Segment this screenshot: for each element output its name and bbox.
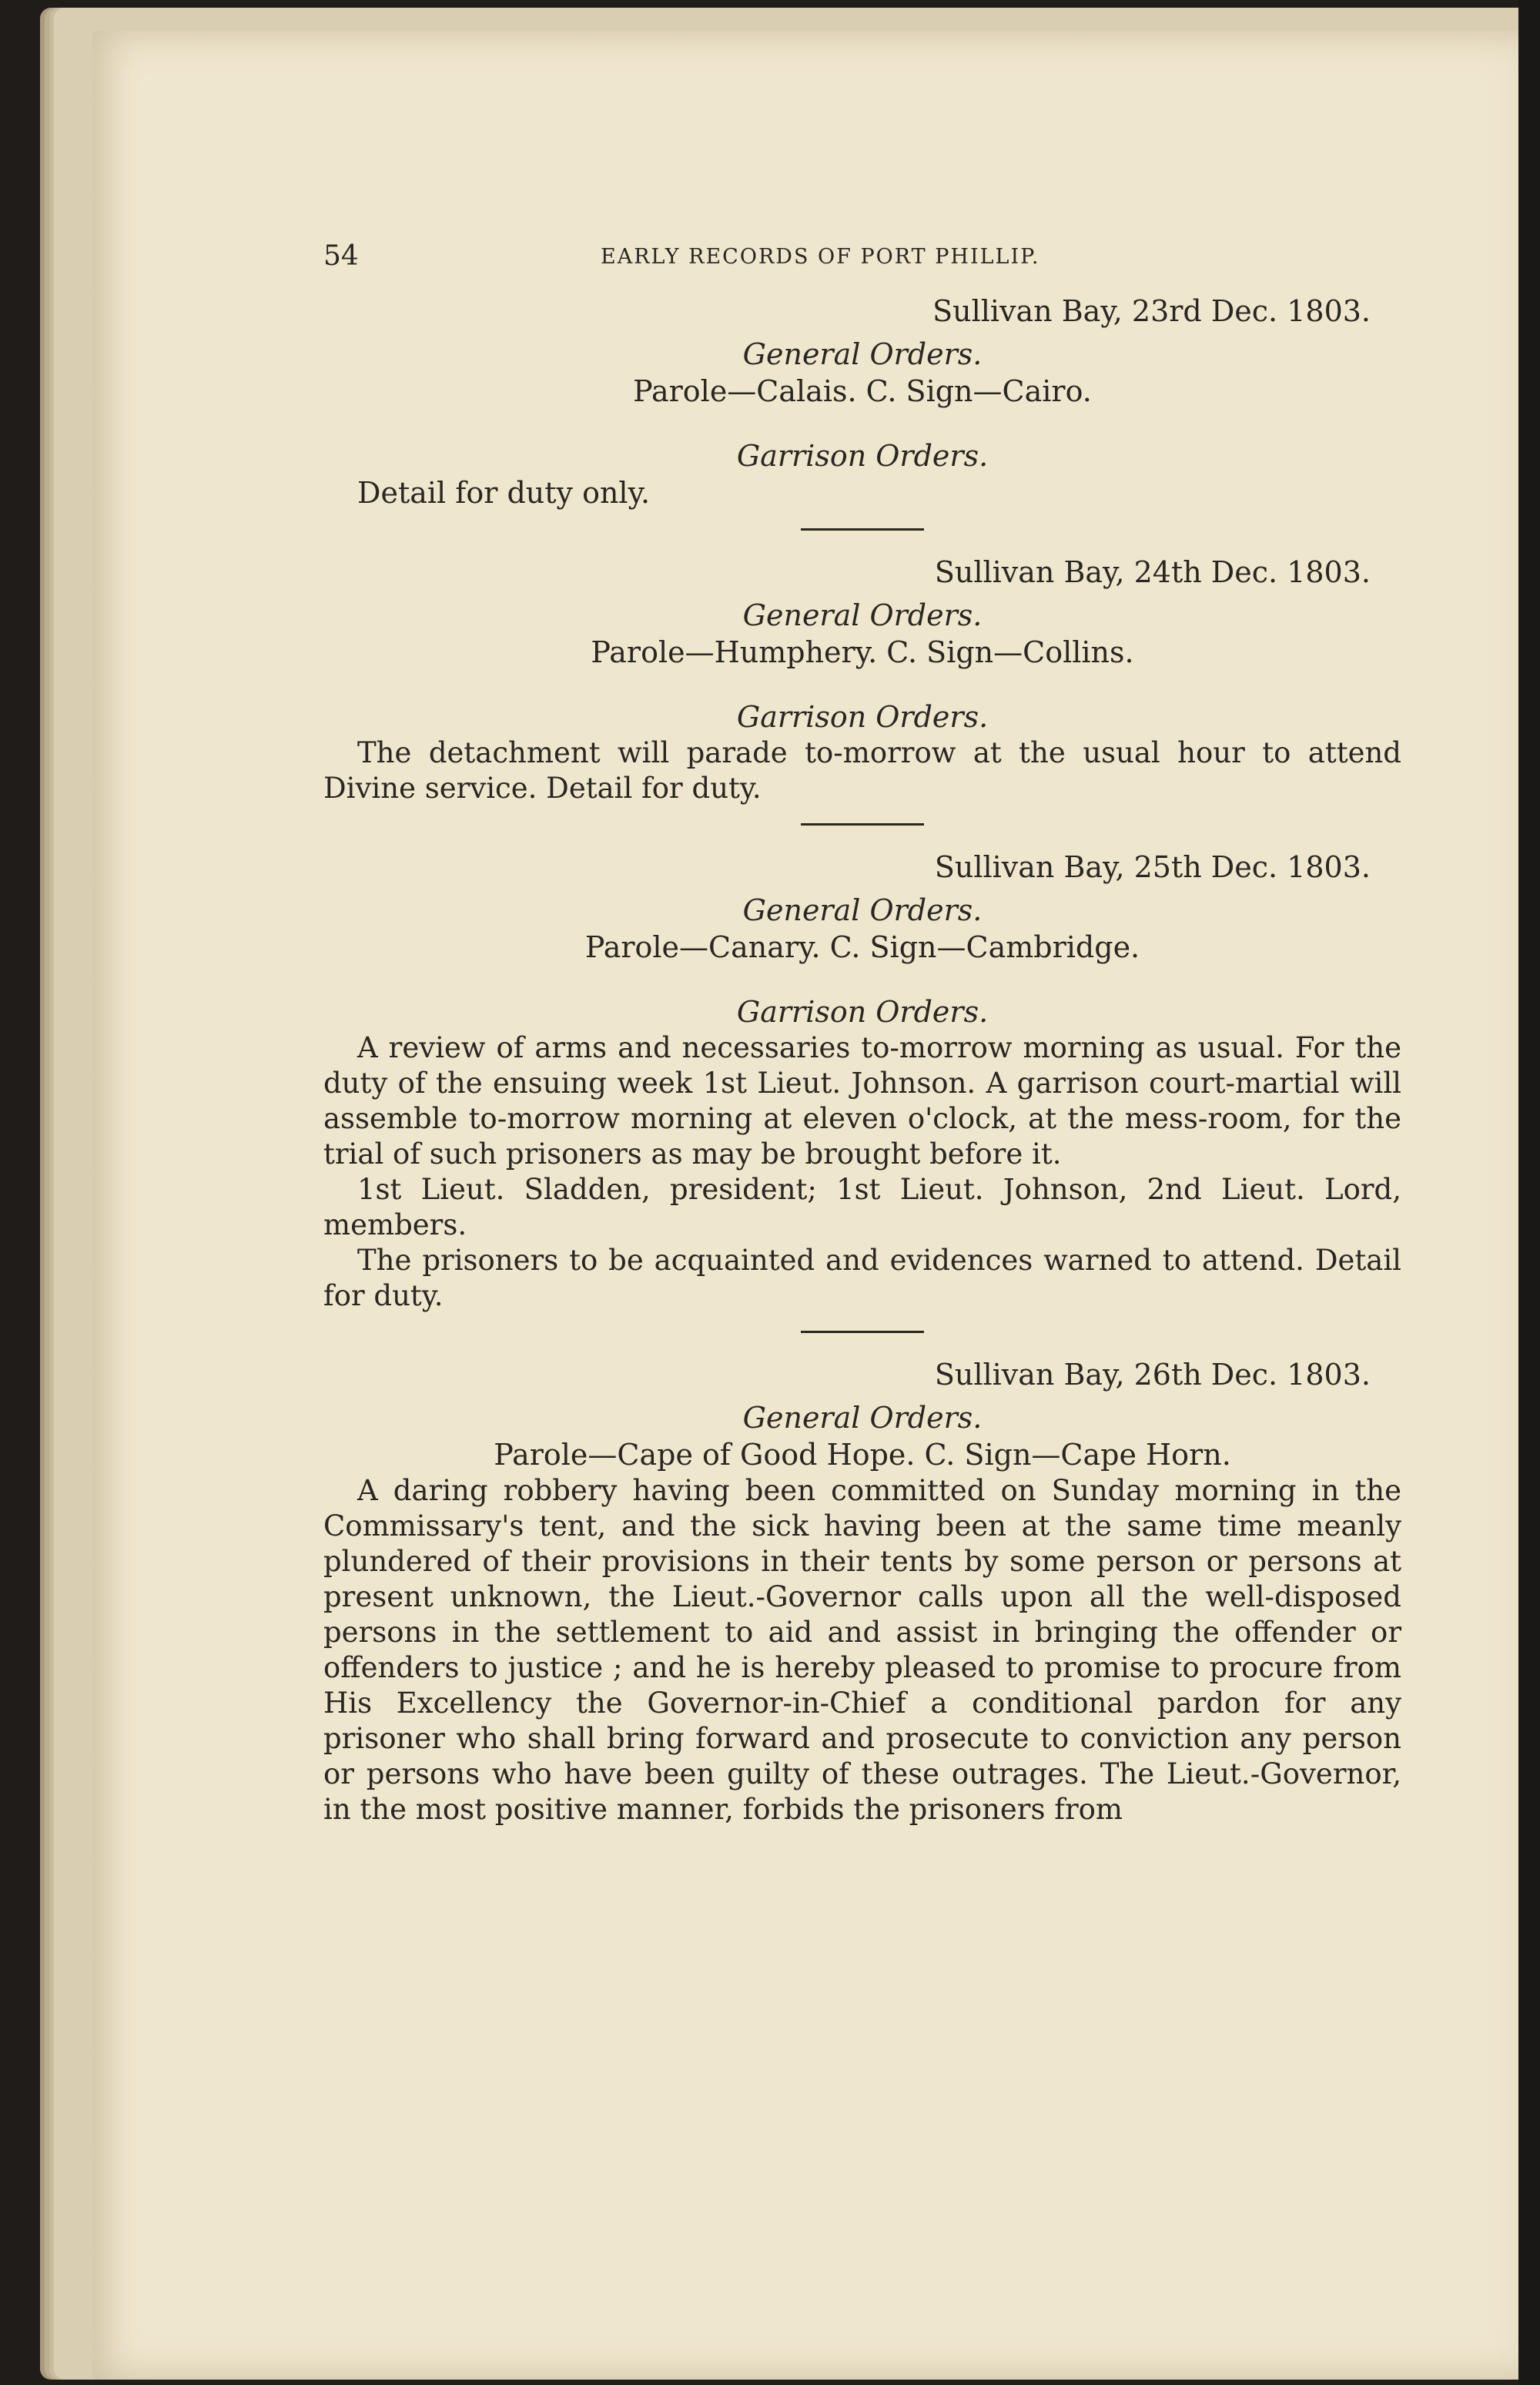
garrison-orders-heading: Garrison Orders. <box>736 439 989 473</box>
dateline: Sullivan Bay, 23rd Dec. 1803. <box>932 294 1371 328</box>
entry-24th-dec <box>323 554 1401 806</box>
parole-line: Parole—Cape of Good Hope. C. Sign—Cape Horn. <box>494 1438 1231 1472</box>
dateline: Sullivan Bay, 26th Dec. 1803. <box>934 1358 1371 1392</box>
section-divider <box>801 528 924 531</box>
scan-border <box>1518 0 1540 2385</box>
paragraph: 1st Lieut. Sladden, president; 1st Lieut. Johnson, 2nd Lieut. Lord, members. <box>323 1173 1401 1241</box>
entry-23rd-dec <box>323 293 1401 511</box>
entry-25th-dec <box>323 849 1401 1314</box>
dateline: Sullivan Bay, 25th Dec. 1803. <box>934 850 1371 884</box>
paragraph: Detail for duty only. <box>357 476 651 510</box>
running-head <box>323 223 1401 270</box>
parole-line: Parole—Calais. C. Sign—Cairo. <box>633 374 1092 408</box>
parole-line: Parole—Canary. C. Sign—Cambridge. <box>584 930 1140 964</box>
book-title: EARLY RECORDS OF PORT PHILLIP. <box>601 245 1040 269</box>
general-orders-heading: General Orders. <box>742 337 983 371</box>
entry-26th-dec <box>323 1356 1401 1827</box>
paragraph: The prisoners to be acquainted and evidences warned to attend. Detail for duty. <box>323 1244 1401 1312</box>
section-divider <box>801 823 924 826</box>
page-number: 54 <box>323 240 359 272</box>
page-content <box>323 223 1401 1827</box>
paragraph: A review of arms and necessaries to-morrow morning as usual. For the duty of the ensuing week 1st Lieut. Johnson. A garrison court-martial will assemble to-morrow morning at eleven o'clock, at the mess-room, for the trial of such prisoners as may be brought before it. <box>323 1031 1401 1171</box>
parole-line: Parole—Humphery. C. Sign—Collins. <box>591 635 1134 669</box>
dateline: Sullivan Bay, 24th Dec. 1803. <box>934 555 1371 589</box>
general-orders-heading: General Orders. <box>742 1401 983 1435</box>
general-orders-heading: General Orders. <box>742 598 983 632</box>
garrison-orders-heading: Garrison Orders. <box>736 995 989 1029</box>
paragraph: A daring robbery having been committed on Sunday morning in the Commissary's tent, and the sick having been at the same time meanly plundered of their provisions in their tents by some person or persons at present unknown, the Lieut.-Governor calls upon all the well-disposed persons in the settlement to aid and assist in bringing the offender or offenders to justice ; and he is hereby pleased to promise to procure from His Excellency the Governor-in-Chief a conditional pardon for any prisoner who shall bring forward and prosecute to conviction any person or persons who have been guilty of these outrages. The Lieut.-Governor, in the most positive manner, forbids the prisoners from <box>323 1474 1401 1826</box>
general-orders-heading: General Orders. <box>742 893 983 927</box>
paragraph: The detachment will parade to-morrow at the usual hour to attend Divine service. Detail for duty. <box>323 736 1401 805</box>
garrison-orders-heading: Garrison Orders. <box>736 700 989 734</box>
section-divider <box>801 1331 924 1333</box>
